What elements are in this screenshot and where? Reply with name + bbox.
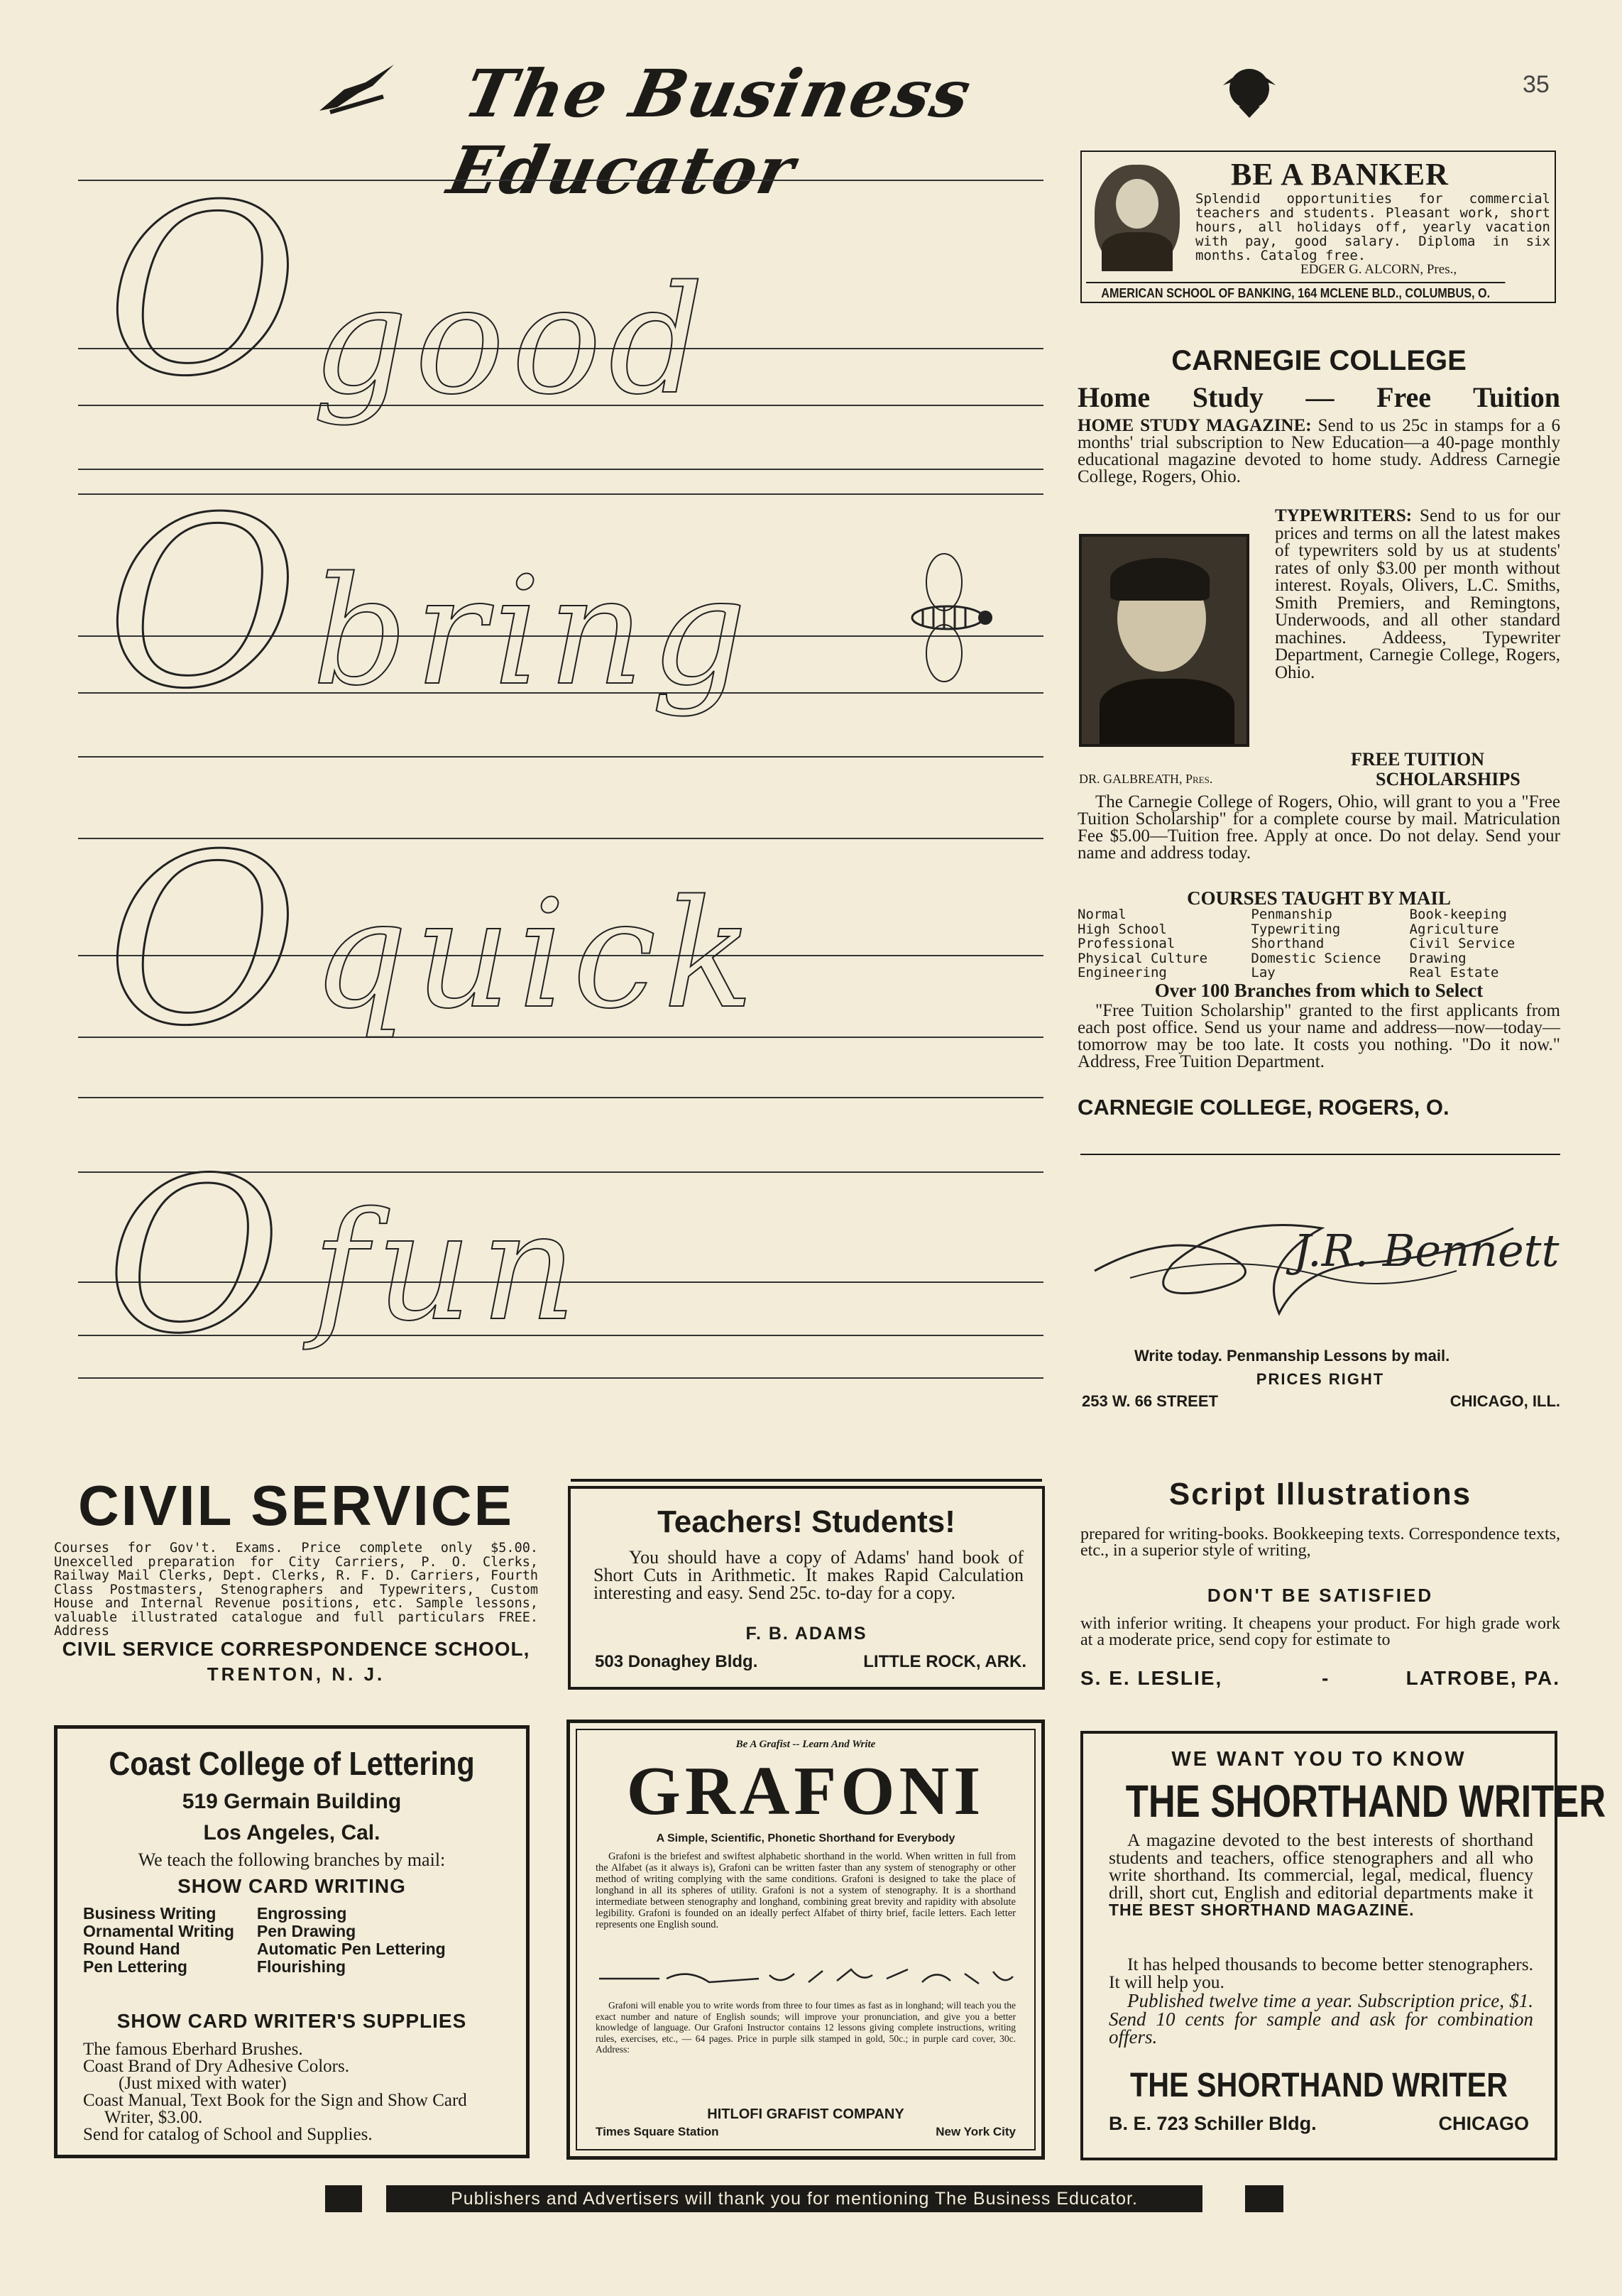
closing-body: "Free Tuition Scholarship" granted to the first applicants from each post office. Send us your name and address—now—today—tomorrow may be too late. It costs you nothing. "Do it now." Address, Free Tuition Department.	[1078, 1001, 1560, 1071]
coast-city: Los Angeles, Cal.	[203, 1821, 380, 1844]
script-body2: with inferior writing. It cheapens your product. For high grade work at a moderate price, send copy for estimate to	[1080, 1614, 1560, 1649]
coast-supplies	[83, 2041, 509, 2143]
shorthand-sample-icon	[596, 1961, 1016, 1996]
shorthand-city: CHICAGO	[1438, 2113, 1529, 2134]
capital-letter: O	[106, 1132, 281, 1380]
supply-item: The famous Eberhard Brushes.	[83, 2040, 303, 2059]
banker-portrait	[1095, 165, 1180, 271]
typewriters-body: Send to us for our prices and terms on all the latest makes of typewriters sold by us at students' rates of only $3.00 per month without interest. Royals, Olivers, L.C. Smiths, Smith Premiers, and Remingtons, Underwoods, and all other standard machines. Addeess, Typewriter Department, Carnegie College, Rogers, Ohio.	[1275, 506, 1560, 682]
script-ad	[1080, 1477, 1560, 1697]
adams-body: You should have a copy of Adams' hand book of Short Cuts in Arithmetic. It makes Rapid Calculation interesting and easy. Send 25c. to-day for a copy.	[593, 1547, 1024, 1603]
shorthand-body	[1109, 1832, 1533, 1919]
adams-address: 503 Donaghey Bldg.	[595, 1652, 758, 1671]
shorthand-italic: Published twelve time a year. Subscription price, $1. Send 10 cents for sample and ask for combination offers.	[1109, 1990, 1533, 2048]
grafoni-subtitle: A Simple, Scientific, Phonetic Shorthand for Everybody	[656, 1832, 955, 1844]
grafoni-company: HITLOFI GRAFIST COMPANY	[707, 2106, 904, 2122]
adams-name: F. B. ADAMS	[745, 1624, 867, 1644]
grafoni-kicker: Be A Grafist -- Learn And Write	[735, 1739, 876, 1750]
quill-hand-icon	[316, 61, 401, 118]
civil-service-title: CIVIL SERVICE	[78, 1474, 514, 1537]
script-title: Script Illustrations	[1168, 1477, 1472, 1511]
branch-item: Round Hand	[83, 1940, 180, 1958]
photo-caption: DR. GALBREATH, Pres.	[1079, 772, 1213, 786]
grafoni-city: New York City	[936, 2125, 1016, 2138]
copy-slip	[78, 467, 1043, 777]
coast-ad	[54, 1725, 530, 2158]
courses-row: Professional Shorthand Civil Service	[1078, 936, 1516, 951]
courses-row: Engineering Lay Real Estate	[1078, 965, 1499, 980]
shorthand-title: THE SHORTHAND WRITER	[1125, 1776, 1606, 1827]
grafoni-body2: Grafoni will enable you to write words from three to four times as fast as in longhand; will teach you the exact number and nature of English sounds; will improve your pronunciation, and give you a better knowledge of language. Our Grafoni Instructor contains 12 lessons giving complete instructions, writing rules, exercises, etc., — 64 pages. Price in purple silk stamped in gold, 50c.; in purple card cover, 30c. Address:	[596, 2000, 1016, 2055]
coast-branches	[83, 1905, 509, 1976]
banker-body: Splendid opportunities for commercial teachers and students. Pleasant work, short hours, all holidays off, yearly vacation with pay, good salary. Diploma in six months. Catalog free.	[1195, 191, 1550, 263]
carnegie-subtitle: Home Study — Free Tuition	[1078, 381, 1560, 413]
banker-footer: AMERICAN SCHOOL OF BANKING, 164 MCLENE BLD., COLUMBUS, O.	[1086, 282, 1505, 301]
copy-slip	[78, 1132, 1043, 1384]
practice-word: bring	[312, 545, 754, 718]
copy-slip	[78, 804, 1043, 1122]
branch-item: Automatic Pen Lettering	[256, 1940, 446, 1958]
script-body: prepared for writing-books. Bookkeeping texts. Correspondence texts, etc., in a superior style of writing,	[1080, 1525, 1560, 1560]
masthead-title: The Business Educator	[442, 55, 979, 209]
shorthand-ad	[1080, 1731, 1606, 2160]
footer-block-right	[1245, 2185, 1283, 2212]
civil-service-ad	[54, 1473, 538, 1700]
free-tuition-heading: FREE TUITION	[1350, 749, 1485, 770]
scholarship-body: The Carnegie College of Rogers, Ohio, will grant to you a "Free Tuition Scholarship" for a complete course by mail. Matriculation Fee $5.00—Tuition free. Apply at once. Do not delay. Send your name and address today.	[1078, 792, 1560, 863]
carnegie-magazine	[1078, 417, 1560, 486]
branch-item: Pen Drawing	[256, 1922, 356, 1940]
civil-service-body: Courses for Gov't. Exams. Price complete only $5.00. Unexcelled preparation for City Carriers, P. O. Clerks, Railway Mail Clerks, Dept. Clerks, R. F. D. Carriers, Fourth Class Postmasters, Stenographers and Typewriters, Custom House and Internal Revenue positions, etc. Sample lessons, valuable illustrated catalogue and full particulars FREE. Address	[54, 1541, 538, 1639]
coast-section2: SHOW CARD WRITER'S SUPPLIES	[116, 2010, 467, 2032]
eagle-emblem-icon	[1217, 57, 1281, 121]
branch-item: Ornamental Writing	[83, 1922, 234, 1940]
branch-item: Pen Lettering	[83, 1957, 187, 1976]
shorthand-kicker: WE WANT YOU TO KNOW	[1171, 1748, 1467, 1771]
adams-city: LITTLE ROCK, ARK.	[863, 1652, 1026, 1671]
courses-row: Normal Penmanship Book-keeping	[1078, 907, 1507, 922]
supply-item: Send for catalog of School and Supplies.	[83, 2125, 373, 2144]
practice-word: quick	[312, 868, 761, 1042]
carnegie-footer: CARNEGIE COLLEGE, ROGERS, O.	[1078, 1095, 1450, 1120]
bennett-line2: PRICES RIGHT	[1256, 1370, 1385, 1388]
coast-teach-line: We teach the following branches by mail:	[138, 1849, 446, 1870]
carnegie-typewriters	[1275, 508, 1560, 682]
footer-block-left	[325, 2185, 362, 2212]
supply-item: Coast Brand of Dry Adhesive Colors.	[83, 2057, 349, 2076]
typewriters-lead: TYPEWRITERS:	[1275, 506, 1413, 525]
banker-signature: EDGER G. ALCORN, Pres.,	[1300, 262, 1457, 277]
bennett-address: 253 W. 66 STREET	[1082, 1392, 1218, 1410]
shorthand-body-text: A magazine devoted to the best interests of shorthand students and teachers, office stenographers and all who write shorthand. Its commercial, legal, medical, fluency drill, short cut, English and editorial departments make it	[1109, 1830, 1533, 1903]
footer-text: Publishers and Advertisers will thank you for mentioning The Business Educator.	[386, 2185, 1202, 2212]
banker-ad	[1080, 151, 1556, 303]
capital-letter: O	[106, 804, 299, 1077]
adams-title: Teachers! Students!	[657, 1504, 955, 1539]
shorthand-emph: THE BEST SHORTHAND MAGAZINE.	[1109, 1901, 1415, 1919]
coast-title: Coast College of Lettering	[109, 1745, 475, 1782]
copy-slips	[78, 155, 1043, 1395]
signature-text: J.R. Bennett	[1293, 1225, 1560, 1277]
capital-letter: O	[106, 155, 299, 427]
script-city: LATROBE, PA.	[1405, 1667, 1560, 1689]
footer-bar	[325, 2185, 1283, 2212]
galbreath-portrait	[1079, 534, 1249, 747]
coast-section1: SHOW CARD WRITING	[177, 1875, 406, 1897]
shorthand-body2: It has helped thousands to become better stenographers. It will help you.	[1109, 1954, 1533, 1992]
courses-row: High School Typewriting Agriculture	[1078, 921, 1499, 937]
bennett-ad	[1080, 1154, 1560, 1423]
script-dash: -	[1322, 1667, 1329, 1689]
carnegie-ad	[1078, 341, 1560, 1129]
page-number: 35	[1523, 71, 1550, 98]
bennett-line1: Write today. Penmanship Lessons by mail.	[1134, 1347, 1450, 1365]
adams-ad	[568, 1486, 1045, 1690]
banker-title: BE A BANKER	[1231, 157, 1449, 192]
shorthand-footer-title: THE SHORTHAND WRITER	[1129, 2067, 1508, 2104]
civil-service-city: TRENTON, N. J.	[207, 1663, 385, 1685]
practice-word: fun	[312, 1180, 586, 1354]
copy-slip	[78, 155, 1043, 444]
supply-item: (Just mixed with water)	[119, 2074, 287, 2093]
grafoni-body: Grafoni is the briefest and swiftest alphabetic shorthand in the world. When written in full from the Alfabet (as it always is), Grafoni can be written faster than any system of stenography or other method of writing complying with the same conditions. Grafoni is designed to take the place of longhand in all its spheres of utility. Grafoni is not a system of stenography. It is a shorthand intermediate between stenography and longhand, combining great brevity and rapidity with absolute legibility. Grafoni is founded on an ideally perfect Alfabet of thirty brief, facile letters. Each letter represents one English sound.	[596, 1851, 1016, 1930]
branch-item: Business Writing	[83, 1904, 217, 1923]
carnegie-title: CARNEGIE COLLEGE	[1171, 345, 1467, 376]
capital-letter: O	[106, 467, 299, 740]
courses-table	[1078, 907, 1560, 980]
civil-service-school: CIVIL SERVICE CORRESPONDENCE SCHOOL,	[62, 1638, 530, 1660]
practice-word: good	[312, 253, 711, 427]
courses-title: COURSES TAUGHT BY MAIL	[1187, 887, 1451, 909]
scholarships-heading: SCHOLARSHIPS	[1376, 769, 1520, 789]
bee-illustration-icon	[894, 550, 1001, 685]
supply-item: Coast Manual, Text Book for the Sign and Show Card Writer, $3.00.	[83, 2091, 467, 2127]
coast-building: 519 Germain Building	[182, 1790, 402, 1813]
shorthand-address: B. E. 723 Schiller Bldg.	[1109, 2113, 1317, 2134]
grafoni-ad	[566, 1720, 1045, 2160]
branch-item: Engrossing	[256, 1904, 347, 1923]
courses-row: Physical Culture Domestic Science Drawing	[1078, 950, 1467, 966]
grafoni-station: Times Square Station	[596, 2125, 719, 2138]
script-name: S. E. LESLIE,	[1080, 1667, 1223, 1689]
grafoni-title: GRAFONI	[626, 1753, 985, 1830]
branch-item: Flourishing	[256, 1957, 346, 1976]
magazine-body: Send to us 25c in stamps for a 6 months' trial subscription to New Education—a 40-page monthly educational magazine devoted to home study. Address Carnegie College, Rogers, Ohio.	[1078, 416, 1560, 486]
bennett-city: CHICAGO, ILL.	[1450, 1392, 1560, 1410]
script-slogan: DON'T BE SATISFIED	[1207, 1585, 1434, 1606]
branches-line: Over 100 Branches from which to Select	[1154, 980, 1484, 1001]
magazine-lead: HOME STUDY MAGAZINE:	[1078, 416, 1312, 435]
